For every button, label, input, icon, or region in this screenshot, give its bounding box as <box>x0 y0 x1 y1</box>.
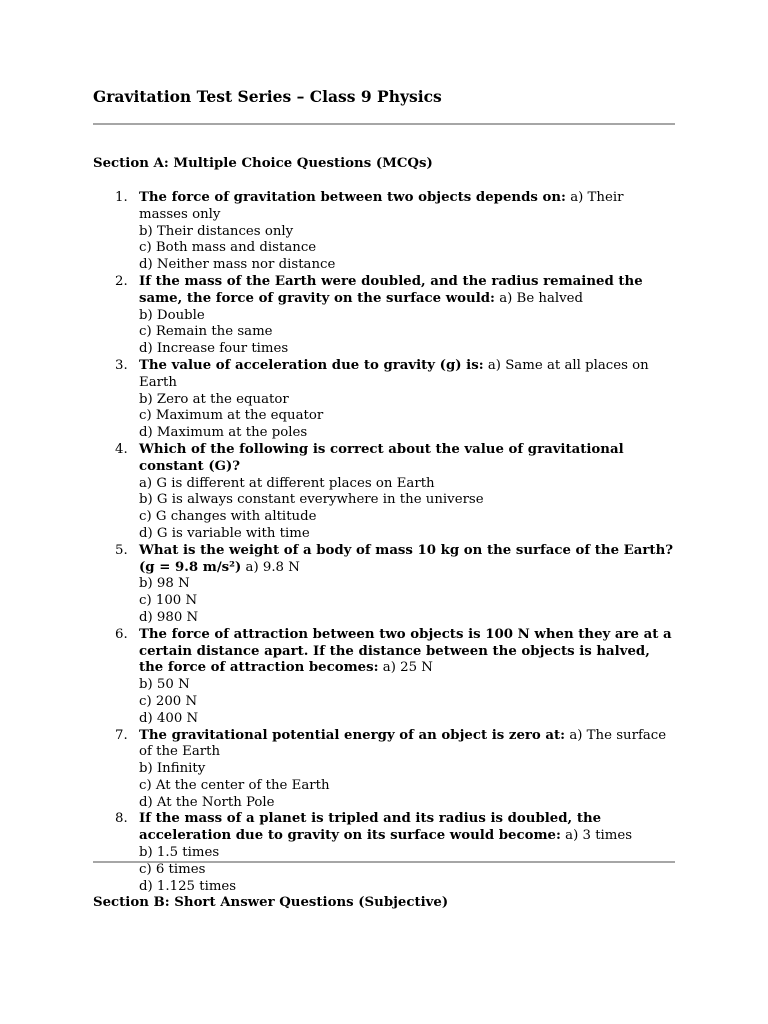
question-text: The gravitational potential energy of an object is zero at: <box>139 727 566 743</box>
option-a: a) The surface of the Earth <box>139 727 667 760</box>
mcq-question-7 <box>93 728 675 812</box>
option-b: b) Their distances only <box>139 223 294 239</box>
option-c: c) 100 N <box>139 593 198 609</box>
question-text: The force of gravitation between two objects depends on: <box>139 190 566 205</box>
option-d: d) 980 N <box>139 609 199 625</box>
question-text: What is the weight of a body of mass 10 kg on the surface of the Earth? (g = 9.8 m/s²) <box>139 542 674 575</box>
option-a: a) Be halved <box>499 290 584 306</box>
option-b: b) 98 N <box>139 576 190 592</box>
option-d: d) Maximum at the poles <box>139 425 308 441</box>
question-number: 3. <box>115 357 128 373</box>
question-number: 5. <box>115 542 128 558</box>
option-b: b) Double <box>139 307 205 323</box>
option-d: d) Neither mass nor distance <box>139 257 336 273</box>
mcq-question-6 <box>93 627 675 728</box>
question-text: Which of the following is correct about the value of gravitational constant (G)? <box>139 441 624 474</box>
question-number: 8. <box>115 811 128 827</box>
mcq-question-5 <box>93 543 675 627</box>
section-a-heading: Section A: Multiple Choice Questions (MCQs) <box>93 156 433 171</box>
mcq-list <box>93 190 675 895</box>
option-c: c) 200 N <box>139 693 198 709</box>
option-c: c) Maximum at the equator <box>139 408 324 424</box>
option-b: b) Infinity <box>139 761 206 777</box>
option-c: c) G changes with altitude <box>139 509 317 525</box>
option-c: c) Both mass and distance <box>139 240 317 256</box>
mcq-question-1 <box>93 190 675 274</box>
option-a: a) 25 N <box>382 660 433 676</box>
option-b: b) G is always constant everywhere in the universe <box>139 492 484 508</box>
option-a: a) Same at all places on Earth <box>139 357 649 390</box>
question-text: The value of acceleration due to gravity (g) is: <box>139 357 484 373</box>
question-text: If the mass of the Earth were doubled, and the radius remained the same, the force of gravity on the surface would: <box>139 273 643 306</box>
option-d: d) 400 N <box>139 710 199 726</box>
horizontal-rule <box>93 861 675 863</box>
section-b-heading: Section B: Short Answer Questions (Subjective) <box>93 895 449 910</box>
mcq-question-4 <box>93 442 675 543</box>
option-d: d) G is variable with time <box>139 525 310 541</box>
question-text: The force of attraction between two objects is 100 N when they are at a certain distance apart. If the distance between the objects is halved, the force of attraction becomes: <box>139 626 672 676</box>
option-d: d) 1.125 times <box>139 878 237 894</box>
mcq-question-2 <box>93 274 675 358</box>
question-number: 2. <box>115 273 128 289</box>
mcq-question-3 <box>93 358 675 442</box>
mcq-question-8 <box>93 811 675 895</box>
question-number: 7. <box>115 727 128 743</box>
question-number: 4. <box>115 441 128 457</box>
question-number: 6. <box>115 626 128 642</box>
horizontal-rule <box>93 123 675 125</box>
option-a: a) 3 times <box>565 828 633 844</box>
option-d: d) At the North Pole <box>139 794 275 810</box>
option-d: d) Increase four times <box>139 341 289 357</box>
option-a: a) Their masses only <box>139 190 624 222</box>
option-a: a) G is different at different places on Earth <box>139 475 435 491</box>
option-b: b) 50 N <box>139 677 190 693</box>
option-c: c) Remain the same <box>139 324 273 340</box>
question-number: 1. <box>115 190 128 205</box>
option-a: a) 9.8 N <box>245 559 300 575</box>
option-c: c) At the center of the Earth <box>139 777 330 793</box>
option-b: b) Zero at the equator <box>139 391 289 407</box>
question-text: If the mass of a planet is tripled and its radius is doubled, the acceleration due to gravity on its surface would become: <box>139 811 602 844</box>
option-b: b) 1.5 times <box>139 845 220 861</box>
document-title: Gravitation Test Series – Class 9 Physics <box>93 87 442 106</box>
option-c: c) 6 times <box>139 861 206 877</box>
